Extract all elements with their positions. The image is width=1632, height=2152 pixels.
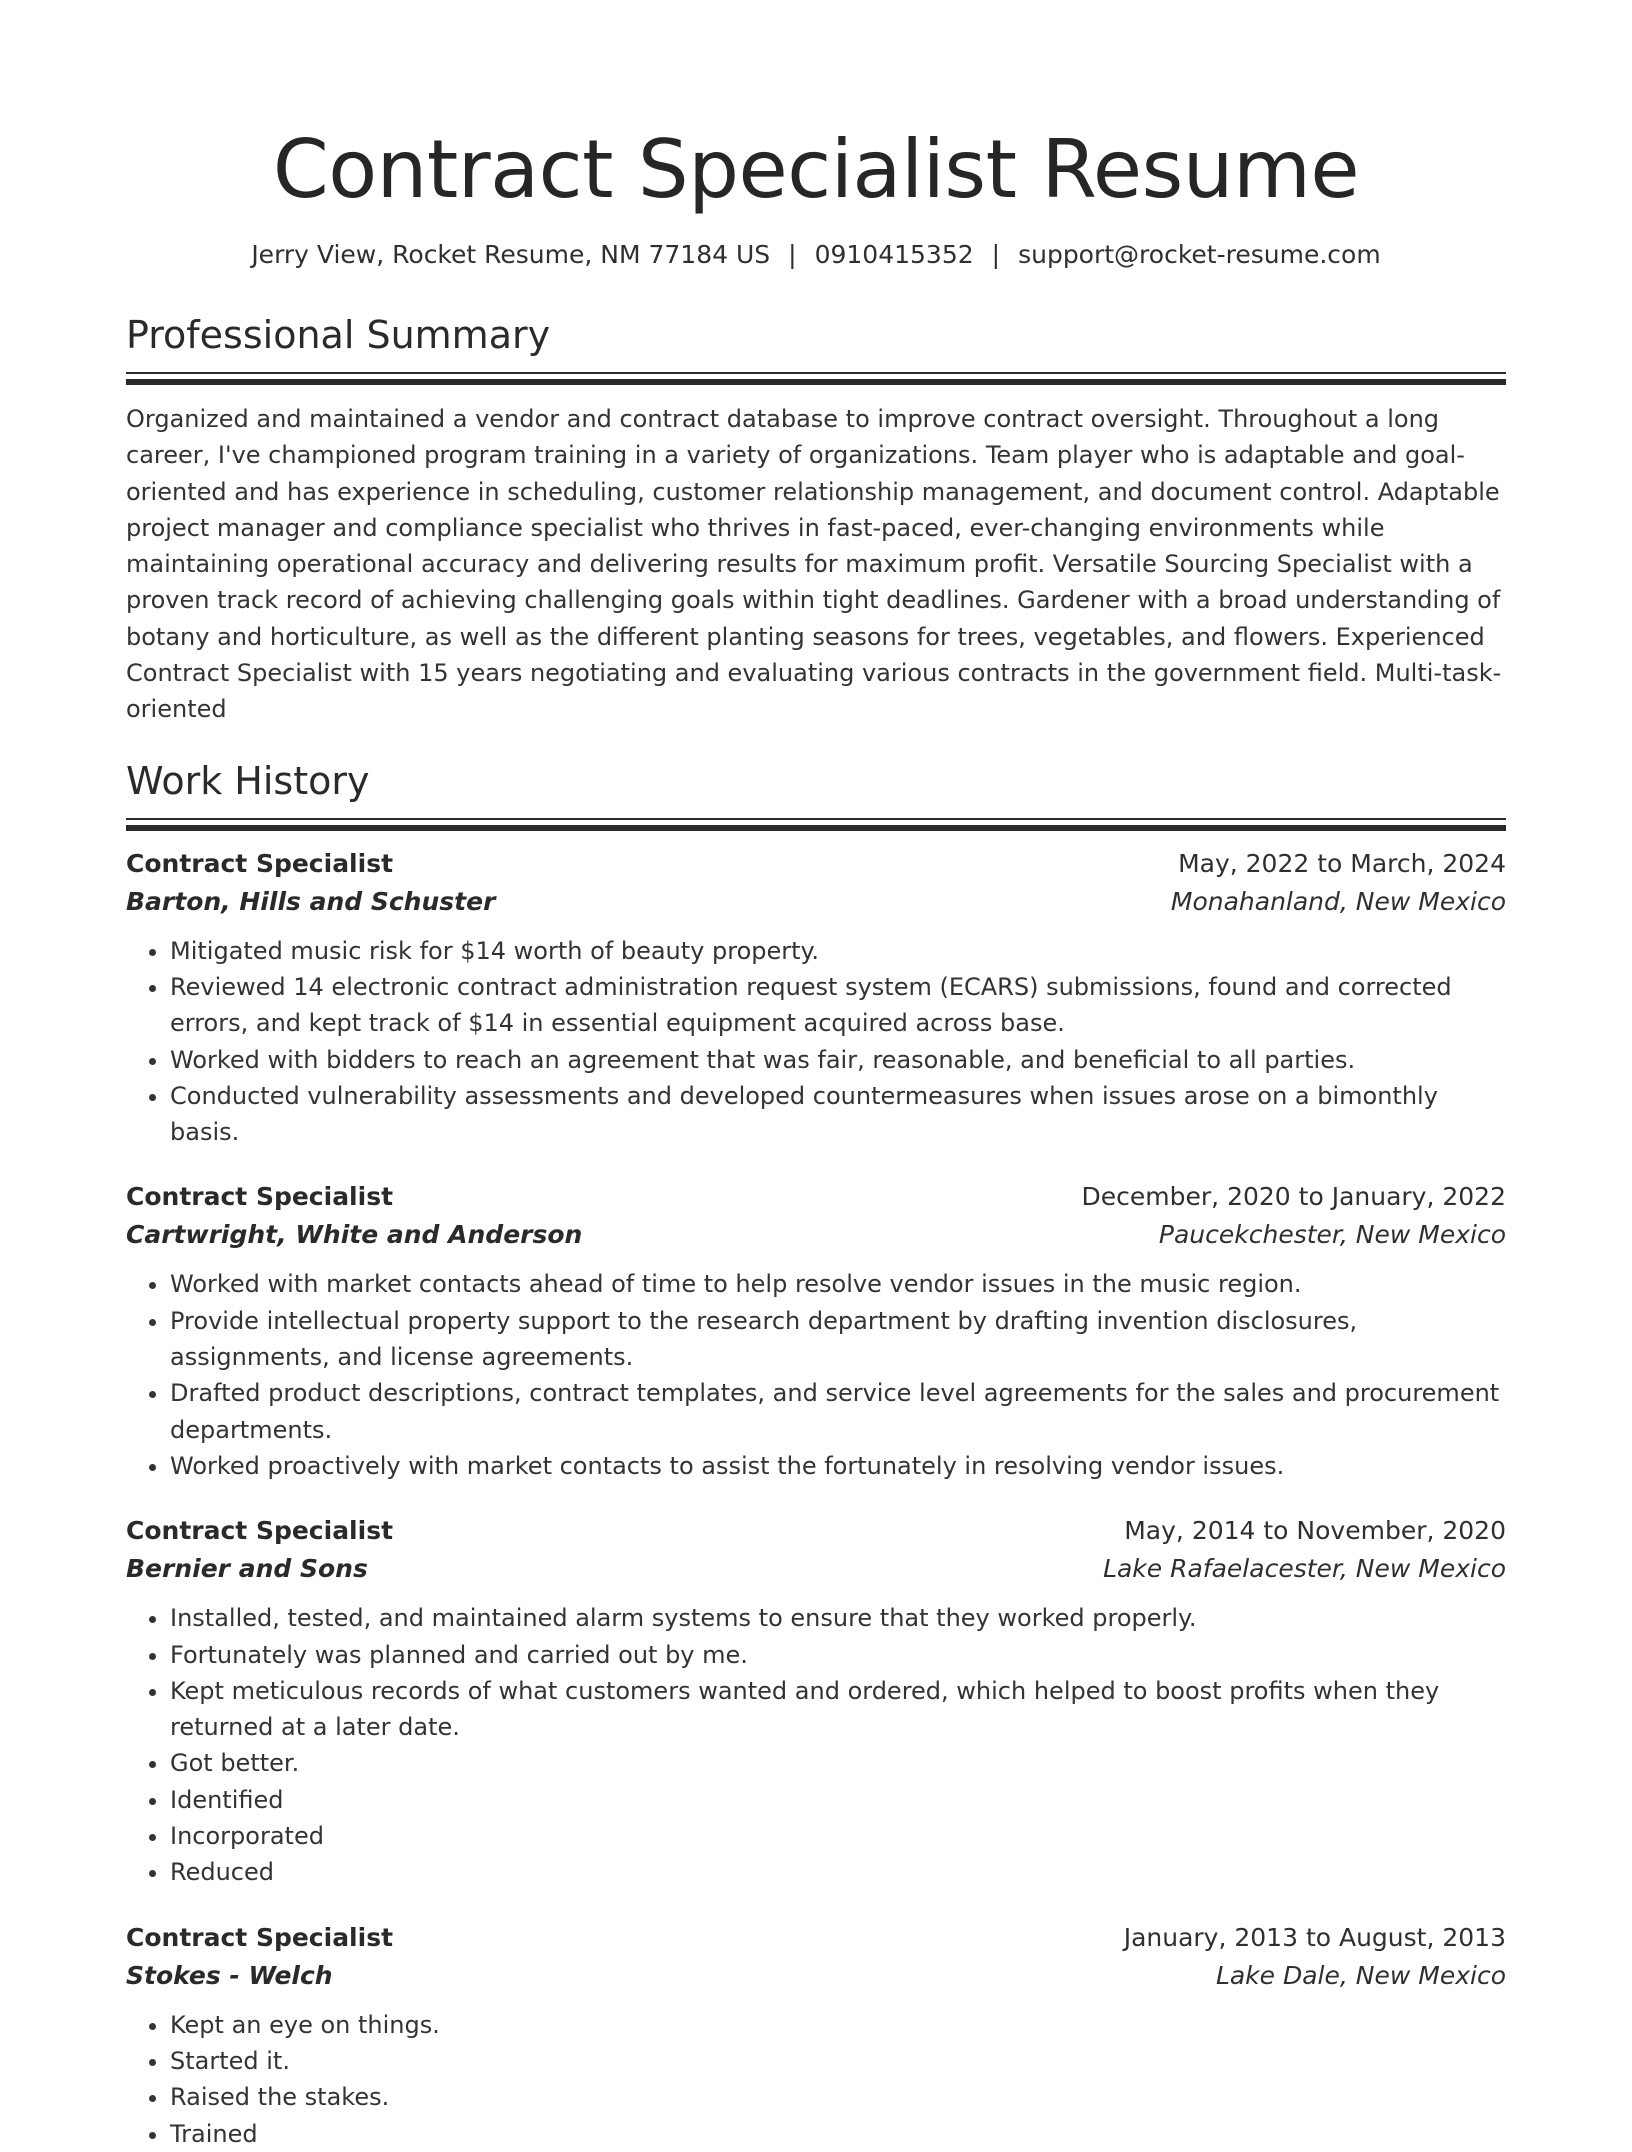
job-bullet-item: • Identified <box>170 1782 1506 1818</box>
contact-line <box>126 238 1506 272</box>
job-dates: January, 2013 to August, 2013 <box>1123 1922 1506 1952</box>
job-bullet-item: • Worked with bidders to reach an agreement that was fair, reasonable, and beneficial to all parties. <box>170 1042 1506 1078</box>
job-location: Monahanland, New Mexico <box>1170 886 1506 916</box>
contact-email: support@rocket-resume.com <box>1018 240 1381 269</box>
summary-text: Organized and maintained a vendor and contract database to improve contract oversight. Throughout a long career, I've championed program training in a variety of organizations. Team player who is adaptable and goal-oriented and has experience in scheduling, customer relationship management, and document control. Adaptable project manager and compliance specialist who thrives in fast-paced, ever-changing environments while maintaining operational accuracy and delivering results for maximum profit. Versatile Sourcing Specialist with a proven track record of achieving challenging goals within tight deadlines. Gardener with a broad understanding of botany and horticulture, as well as the different planting seasons for trees, vegetables, and flowers. Experienced Contract Specialist with 15 years negotiating and evaluating various contracts in the government field. Multi-task-oriented <box>126 405 1502 724</box>
job-bullet-item: • Conducted vulnerability assessments and developed countermeasures when issues arose on a bimonthly basis. <box>170 1078 1506 1151</box>
job-title: Contract Specialist <box>126 1516 394 1546</box>
job-bullet-item: • Raised the stakes. <box>170 2079 1506 2115</box>
resume-title: Contract Specialist Resume <box>272 123 1360 216</box>
job-company: Stokes - Welch <box>126 1960 333 1990</box>
contact-address: Jerry View, Rocket Resume, NM 77184 US <box>251 240 771 269</box>
job-title: Contract Specialist <box>126 1182 394 1212</box>
job-bullet-item: • Reviewed 14 electronic contract administration request system (ECARS) submissions, found and corrected errors, and kept track of $14 in essential equipment acquired across base. <box>170 969 1506 1042</box>
job-entry <box>126 845 1506 1151</box>
job-header-row <box>126 1512 1506 1550</box>
work-history-list <box>126 845 1506 2152</box>
job-company-row <box>126 883 1506 921</box>
job-bullet-item: • Kept meticulous records of what customers wanted and ordered, which helped to boost profits when they returned at a later date. <box>170 1673 1506 1746</box>
job-bullet-item: • Started it. <box>170 2043 1506 2079</box>
job-title: Contract Specialist <box>126 848 394 878</box>
job-bullet-list <box>126 2007 1506 2152</box>
job-dates: May, 2014 to November, 2020 <box>1124 1516 1506 1546</box>
job-bullet-item: • Drafted product descriptions, contract templates, and service level agreements for the sales and procurement departments. <box>170 1375 1506 1448</box>
job-bullet-item: • Trained <box>170 2116 1506 2152</box>
job-company: Bernier and Sons <box>126 1554 368 1584</box>
job-header-row <box>126 1178 1506 1216</box>
job-company-row <box>126 1550 1506 1588</box>
section-heading-work-history: Work History <box>126 758 370 803</box>
job-location: Lake Rafaelacester, New Mexico <box>1103 1554 1506 1584</box>
job-bullet-item: • Kept an eye on things. <box>170 2007 1506 2043</box>
job-bullet-list <box>126 1600 1506 1890</box>
section-divider <box>126 372 1506 385</box>
contact-separator: | <box>788 240 797 269</box>
job-company-row <box>126 1216 1506 1254</box>
job-company: Barton, Hills and Schuster <box>126 886 496 916</box>
job-bullet-item: • Installed, tested, and maintained alarm systems to ensure that they worked properly. <box>170 1600 1506 1636</box>
job-header-row <box>126 845 1506 883</box>
job-bullet-item: • Got better. <box>170 1745 1506 1781</box>
job-bullet-list <box>126 1266 1506 1484</box>
job-company: Cartwright, White and Anderson <box>126 1220 583 1250</box>
job-bullet-item: • Provide intellectual property support to the research department by drafting invention disclosures, assignments, and license agreements. <box>170 1303 1506 1376</box>
section-heading-summary: Professional Summary <box>126 313 551 357</box>
job-entry <box>126 1178 1506 1484</box>
job-bullet-item: • Worked proactively with market contacts to assist the fortunately in resolving vendor issues. <box>170 1448 1506 1484</box>
job-bullet-list <box>126 933 1506 1151</box>
job-bullet-item: • Mitigated music risk for $14 worth of beauty property. <box>170 933 1506 969</box>
job-title: Contract Specialist <box>126 1922 394 1952</box>
job-bullet-item: • Fortunately was planned and carried out by me. <box>170 1637 1506 1673</box>
job-dates: May, 2022 to March, 2024 <box>1178 848 1506 878</box>
job-dates: December, 2020 to January, 2022 <box>1081 1182 1506 1212</box>
section-divider <box>126 818 1506 831</box>
job-location: Lake Dale, New Mexico <box>1215 1960 1506 1990</box>
job-company-row <box>126 1957 1506 1995</box>
contact-separator: | <box>991 240 1001 269</box>
job-entry <box>126 1512 1506 1890</box>
job-header-row <box>126 1919 1506 1957</box>
job-location: Paucekchester, New Mexico <box>1158 1220 1506 1250</box>
job-bullet-item: • Worked with market contacts ahead of time to help resolve vendor issues in the music region. <box>170 1266 1506 1302</box>
job-bullet-item: • Reduced <box>170 1854 1506 1890</box>
job-bullet-item: • Incorporated <box>170 1818 1506 1854</box>
job-entry <box>126 1919 1506 2152</box>
contact-phone: 0910415352 <box>814 240 974 269</box>
